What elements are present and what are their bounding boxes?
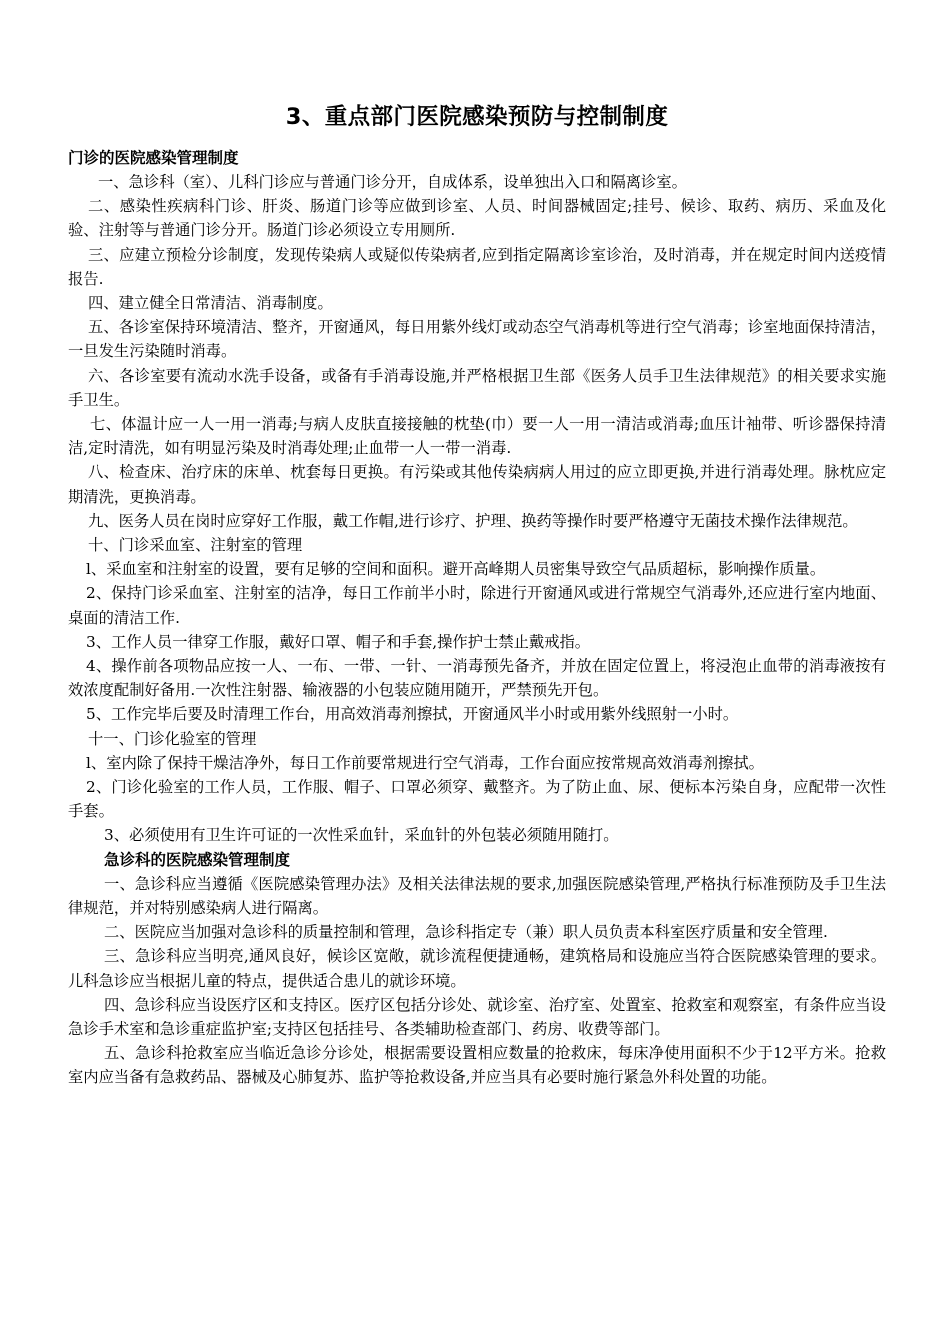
paragraph: 三、应建立预检分诊制度，发现传染病人或疑似传染病者,应到指定隔离诊室诊治，及时消毒，并在规定时间内送疫情报告. (68, 245, 886, 288)
paragraph: 4、操作前各项物品应按一人、一布、一带、一针、一消毒预先备齐，并放在固定位置上，将浸泡止血带的消毒液按有效浓度配制好备用.一次性注射器、输液器的小包装应随用随开，严禁预先开包。 (68, 657, 886, 700)
section-heading: 门诊的医院感染管理制度 (68, 149, 239, 167)
paragraph: l、采血室和注射室的设置，要有足够的空间和面积。避开高峰期人员密集导致空气品质超标，影响操作质量。 (86, 560, 826, 579)
paragraph: l、室内除了保持干燥洁净外，每日工作前要常规进行空气消毒，工作台面应按常规高效消毒剂擦拭。 (86, 753, 764, 772)
paragraph: 八、检查床、治疗床的床单、枕套每日更换。有污染或其他传染病病人用过的应立即更换,并进行消毒处理。脉枕应定期清洗，更换消毒。 (68, 463, 886, 506)
paragraph: 三、急诊科应当明亮,通风良好，候诊区宽敞，就诊流程便捷通畅，建筑格局和设施应当符合医院感染管理的要求。儿科急诊应当根据儿童的特点，提供适合患儿的就诊环境。 (68, 947, 886, 990)
section-1 (68, 146, 886, 848)
document-page (68, 102, 886, 1090)
document-body (68, 146, 886, 1090)
paragraph: 十、门诊采血室、注射室的管理 (88, 536, 303, 555)
paragraph: 2、门诊化验室的工作人员，工作服、帽子、口罩必须穿、戴整齐。为了防止血、尿、便标本污染自身，应配带一次性手套。 (68, 778, 886, 821)
paragraph: 一、急诊科应当遵循《医院感染管理办法》及相关法律法规的要求,加强医院感染管理,严格执行标准预防及手卫生法律规范，并对特别感染病人进行隔离。 (68, 874, 886, 917)
section-heading: 急诊科的医院感染管理制度 (104, 850, 291, 869)
paragraph: 四、急诊科应当设医疗区和支持区。医疗区包括分诊处、就诊室、治疗室、处置室、抢救室和观察室，有条件应当设急诊手术室和急诊重症监护室;支持区包括挂号、各类辅助检查部门、药房、收费等部门。 (68, 995, 886, 1038)
paragraph: 四、建立健全日常清洁、消毒制度。 (88, 294, 333, 313)
paragraph: 5、工作完毕后要及时清理工作台，用高效消毒剂擦拭，开窗通风半小时或用紫外线照射一小时。 (86, 705, 739, 724)
paragraph: 十一、门诊化验室的管理 (88, 729, 257, 748)
paragraph: 五、急诊科抢救室应当临近急诊分诊处，根据需要设置相应数量的抢救床，每床净使用面积不少于12平方米。抢救室内应当备有急救药品、器械及心肺复苏、监护等抢救设备,并应当具有必要时施行紧急外科处置的功能。 (68, 1044, 886, 1087)
paragraph: 二、医院应当加强对急诊科的质量控制和管理，急诊科指定专（兼）职人员负责本科室医疗质量和安全管理. (104, 923, 828, 942)
paragraph: 二、感染性疾病科门诊、肝炎、肠道门诊等应做到诊室、人员、时间器械固定;挂号、候诊、取药、病历、采血及化验、注射等与普通门诊分开。肠道门诊必须设立专用厕所. (68, 197, 886, 240)
paragraph: 3、工作人员一律穿工作服，戴好口罩、帽子和手套,操作护士禁止戴戒指。 (86, 632, 591, 651)
paragraph: 六、各诊室要有流动水洗手设备，或备有手消毒设施,并严格根据卫生部《医务人员手卫生法律规范》的相关要求实施手卫生。 (68, 366, 886, 409)
section-2 (68, 848, 886, 1090)
document-title: 3、重点部门医院感染预防与控制制度 (285, 104, 669, 130)
paragraph: 2、保持门诊采血室、注射室的洁净，每日工作前半小时，除进行开窗通风或进行常规空气消毒外,还应进行室内地面、桌面的清洁工作. (68, 584, 886, 627)
paragraph: 九、医务人员在岗时应穿好工作服，戴工作帽,进行诊疗、护理、换药等操作时要严格遵守无菌技术操作法律规范。 (88, 511, 858, 530)
paragraph: 五、各诊室保持环境清洁、整齐，开窗通风，每日用紫外线灯或动态空气消毒机等进行空气消毒；诊室地面保持清洁，一旦发生污染随时消毒。 (68, 318, 886, 361)
paragraph: 3、必须使用有卫生许可证的一次性采血针，采血针的外包装必须随用随打。 (104, 826, 619, 845)
paragraph: 七、体温计应一人一用一消毒;与病人皮肤直接接触的枕垫(巾）要一人一用一清洁或消毒;血压计袖带、听诊器保持清洁,定时清洗，如有明显污染及时消毒处理;止血带一人一带一消毒. (68, 415, 886, 458)
paragraph: 一、急诊科（室）、儿科门诊应与普通门诊分开，自成体系，设单独出入口和隔离诊室。 (98, 173, 687, 191)
